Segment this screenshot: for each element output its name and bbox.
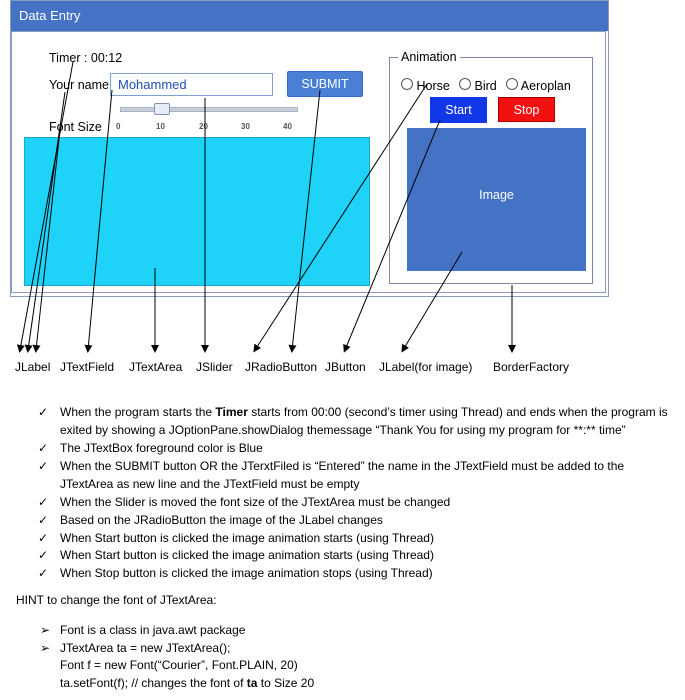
submit-button[interactable]: SUBMIT <box>287 71 363 97</box>
requirement-item: ✓ When Stop button is clicked the image animation stops (using Thread) <box>38 565 678 583</box>
checkmark-icon: ✓ <box>38 548 49 562</box>
name-text-field[interactable]: Mohammed <box>110 73 273 96</box>
caption-jtextarea: JTextArea <box>129 360 183 374</box>
slider-tick: 20 <box>199 122 208 131</box>
checkmark-icon: ✓ <box>38 566 49 580</box>
arrow-bullet-icon: ➢ <box>40 641 51 655</box>
radio-circle-icon <box>506 78 518 90</box>
image-label-panel <box>407 128 586 271</box>
slider-tick: 40 <box>283 122 292 131</box>
radio-circle-icon <box>401 78 413 90</box>
checkmark-icon: ✓ <box>38 513 49 527</box>
checkmark-icon: ✓ <box>38 495 49 509</box>
caption-jtextfield: JTextField <box>60 360 115 374</box>
arrow-bullet-icon: ➢ <box>40 623 51 637</box>
radio-label: Horse <box>416 79 450 93</box>
font-size-slider-thumb[interactable] <box>154 103 170 115</box>
animation-title: Animation <box>398 50 460 64</box>
image-caption: Image <box>479 188 514 202</box>
caption-jlabel-image: JLabel(for image) <box>379 360 473 374</box>
checkmark-icon: ✓ <box>38 405 49 419</box>
font-size-label: Font Size <box>49 120 102 134</box>
name-label: Your name <box>49 78 109 92</box>
radio-bird[interactable] <box>459 78 497 93</box>
checkmark-icon: ✓ <box>38 459 49 473</box>
caption-borderfactory: BorderFactory <box>493 360 570 374</box>
caption-jslider: JSlider <box>196 360 233 374</box>
radio-aeroplan[interactable] <box>506 78 571 93</box>
requirement-item: ✓ The JTextBox foreground color is Blue <box>38 440 678 458</box>
caption-jradiobutton: JRadioButton <box>245 360 318 374</box>
radio-label: Aeroplan <box>520 79 571 93</box>
slider-tick: 30 <box>241 122 250 131</box>
radio-label: Bird <box>474 79 497 93</box>
requirement-item: ✓ When the SUBMIT button OR the JTerxtFiled is “Entered” the name in the JTextField must be added to the JTextArea as new line and the JTextField must be empty <box>38 459 625 491</box>
slider-tick: 0 <box>116 122 121 131</box>
window-title: Data Entry <box>11 1 608 31</box>
hint-title: HINT to change the font of JTextArea: <box>16 593 217 607</box>
slider-tick: 10 <box>156 122 165 131</box>
checkmark-icon: ✓ <box>38 441 49 455</box>
requirement-item: ✓ When Start button is clicked the image animation starts (using Thread) <box>38 547 678 565</box>
font-size-slider-track[interactable] <box>120 107 298 112</box>
caption-jlabel: JLabel <box>15 360 51 374</box>
text-area[interactable] <box>24 137 370 286</box>
start-button[interactable]: Start <box>430 97 487 123</box>
radio-circle-icon <box>459 78 471 90</box>
requirement-item: ✓ When the program starts the Timer starts from 00:00 (second’s timer using Thread) and ends when the program is exited by showing a JOptionPane.showDialog themessage “Thank You for using my program for **:** time” <box>38 405 668 437</box>
timer-label: Timer : 00:12 <box>49 51 123 65</box>
stop-button[interactable]: Stop <box>498 97 555 122</box>
requirement-item: ✓ Based on the JRadioButton the image of the JLabel changes <box>38 512 678 530</box>
checkmark-icon: ✓ <box>38 531 49 545</box>
caption-jbutton: JButton <box>325 360 366 374</box>
radio-horse[interactable] <box>401 78 450 93</box>
requirement-item: ✓ When Start button is clicked the image animation starts (using Thread) <box>38 530 678 548</box>
requirement-item: ✓ When the Slider is moved the font size of the JTextArea must be changed <box>38 494 678 512</box>
